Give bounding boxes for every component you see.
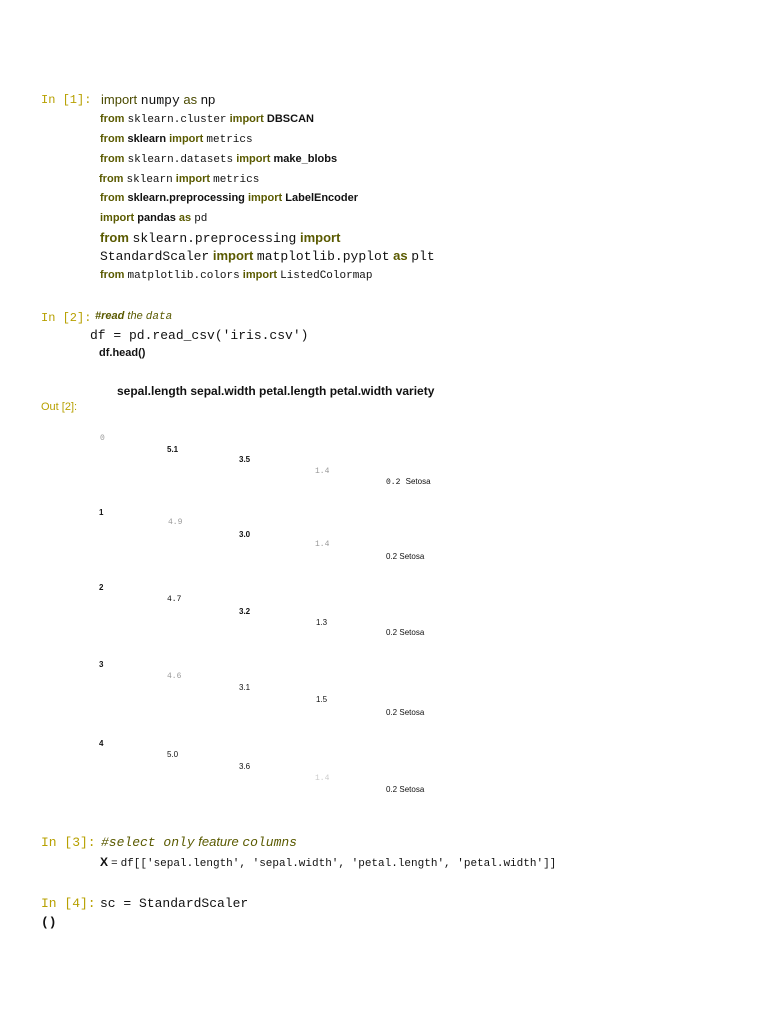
cell-variety: Setosa <box>399 708 425 717</box>
comment: data <box>145 311 173 323</box>
code-line[interactable] <box>100 269 373 282</box>
module-name: pandas <box>137 212 176 224</box>
alias: pd <box>194 213 208 225</box>
cell-petal-width: 0.2 <box>386 628 398 637</box>
cell-1-prompt: In [1]: <box>41 93 92 107</box>
cell-sepal-width: 3.6 <box>239 762 251 771</box>
module-name: numpy <box>140 93 180 108</box>
keyword: import <box>100 212 135 224</box>
module-name: matplotlib.colors <box>127 270 240 282</box>
variable: X <box>100 855 109 869</box>
code-line[interactable]: df.head() <box>99 347 146 359</box>
cell-petal-width: 0.2 <box>386 478 401 487</box>
module-name: sklearn <box>126 174 173 186</box>
keyword: import <box>212 248 254 263</box>
cell-2-prompt: In [2]: <box>41 311 92 325</box>
row-index: 4 <box>99 739 104 748</box>
cell-petal-width: 0.2 <box>386 552 398 561</box>
separator: , <box>239 858 253 870</box>
code-comment[interactable] <box>95 310 172 323</box>
code-line[interactable] <box>100 230 340 246</box>
cell-petal-length: 1.4 <box>315 540 330 549</box>
cell-sepal-length: 5.0 <box>167 750 179 759</box>
keyword: as <box>183 92 198 107</box>
keyword: from <box>100 153 125 165</box>
keyword: import <box>236 153 271 165</box>
cell-sepal-length: 4.7 <box>167 595 182 604</box>
cell-petal-width-variety <box>386 785 424 794</box>
cell-sepal-length: 5.1 <box>167 445 179 454</box>
keyword: import <box>242 269 278 281</box>
keyword: import <box>247 192 283 204</box>
symbol: StandardScaler <box>100 249 210 264</box>
symbol: metrics <box>213 174 260 186</box>
keyword: as <box>178 212 192 224</box>
cell-sepal-width: 3.0 <box>239 530 251 539</box>
cell-sepal-length: 4.6 <box>167 672 182 681</box>
code-line[interactable]: sc = StandardScaler <box>100 896 249 911</box>
alias: np <box>200 92 216 107</box>
comment: #read <box>95 310 125 322</box>
module-name: sklearn.cluster <box>127 114 227 126</box>
symbol: DBSCAN <box>266 113 314 125</box>
module-name: sklearn.preprocessing <box>127 192 245 204</box>
column-name: 'petal.width' <box>457 858 544 870</box>
comment: #select only <box>101 835 195 850</box>
column-name: 'sepal.length' <box>146 858 240 870</box>
out-2-prompt: Out [2]: <box>41 401 78 413</box>
keyword: from <box>100 192 125 204</box>
code-line[interactable] <box>100 212 207 225</box>
column-name: 'sepal.width' <box>252 858 339 870</box>
cell-petal-width: 0.2 <box>386 785 398 794</box>
code-line[interactable] <box>101 92 215 108</box>
symbol: LabelEncoder <box>285 192 359 204</box>
cell-3-prompt: In [3]: <box>41 835 96 850</box>
keyword: from <box>100 269 125 281</box>
code-line[interactable]: df = pd.read_csv('iris.csv') <box>90 328 309 343</box>
cell-petal-width-variety <box>386 477 431 487</box>
cell-petal-length: 1.3 <box>316 618 328 627</box>
cell-petal-length: 1.5 <box>316 695 328 704</box>
cell-sepal-width: 3.1 <box>239 683 251 692</box>
alias: plt <box>411 249 435 264</box>
module-name: sklearn.datasets <box>127 154 234 166</box>
keyword: from <box>100 230 129 245</box>
cell-variety: Setosa <box>399 628 425 637</box>
code-line[interactable] <box>100 113 314 126</box>
cell-petal-length: 1.4 <box>315 774 330 783</box>
symbol: metrics <box>206 134 253 146</box>
symbol: ListedColormap <box>280 270 373 282</box>
keyword: from <box>99 173 124 185</box>
cell-sepal-length: 4.9 <box>168 518 183 527</box>
cell-variety: Setosa <box>399 552 425 561</box>
keyword: import <box>299 230 341 245</box>
cell-variety: Setosa <box>405 477 431 486</box>
cell-sepal-width: 3.5 <box>239 455 251 464</box>
code-token: df[[ <box>120 858 147 870</box>
module-name: sklearn.preprocessing <box>132 231 297 246</box>
comment: columns <box>242 835 297 850</box>
cell-petal-width-variety <box>386 628 424 637</box>
module-name: sklearn <box>127 133 167 145</box>
code-line[interactable] <box>100 248 435 264</box>
keyword: import <box>229 113 264 125</box>
code-line[interactable] <box>100 133 253 146</box>
cell-petal-length: 1.4 <box>315 467 330 476</box>
cell-petal-width-variety <box>386 552 424 561</box>
table-header: sepal.length sepal.width petal.length petal.width variety <box>117 384 435 398</box>
code-line[interactable] <box>100 192 358 204</box>
code-line[interactable] <box>100 855 556 870</box>
comment: feature <box>198 834 239 849</box>
row-index: 3 <box>99 660 104 669</box>
row-index: 2 <box>99 583 104 592</box>
keyword: import <box>101 92 138 107</box>
cell-petal-width: 0.2 <box>386 708 398 717</box>
cell-petal-width-variety <box>386 708 424 717</box>
cell-variety: Setosa <box>399 785 425 794</box>
code-line[interactable] <box>99 173 259 186</box>
keyword: import <box>169 133 204 145</box>
keyword: from <box>100 113 125 125</box>
code-token: ]] <box>543 858 557 870</box>
comment: the <box>127 310 143 322</box>
column-name: 'petal.length' <box>351 858 445 870</box>
separator: , <box>444 858 458 870</box>
code-comment[interactable] <box>101 834 297 850</box>
keyword: as <box>393 248 408 263</box>
keyword: from <box>100 133 125 145</box>
code-line[interactable] <box>100 153 337 166</box>
cell-4-prompt: In [4]: <box>41 896 96 911</box>
module-name: matplotlib.pyplot <box>256 249 390 264</box>
symbol: make_blobs <box>273 153 338 165</box>
code-line[interactable]: () <box>41 915 57 930</box>
keyword: import <box>175 173 211 185</box>
row-index: 1 <box>99 508 104 517</box>
row-index: 0 <box>100 434 105 443</box>
cell-sepal-width: 3.2 <box>239 607 251 616</box>
separator: , <box>338 858 352 870</box>
operator: = <box>108 857 121 869</box>
